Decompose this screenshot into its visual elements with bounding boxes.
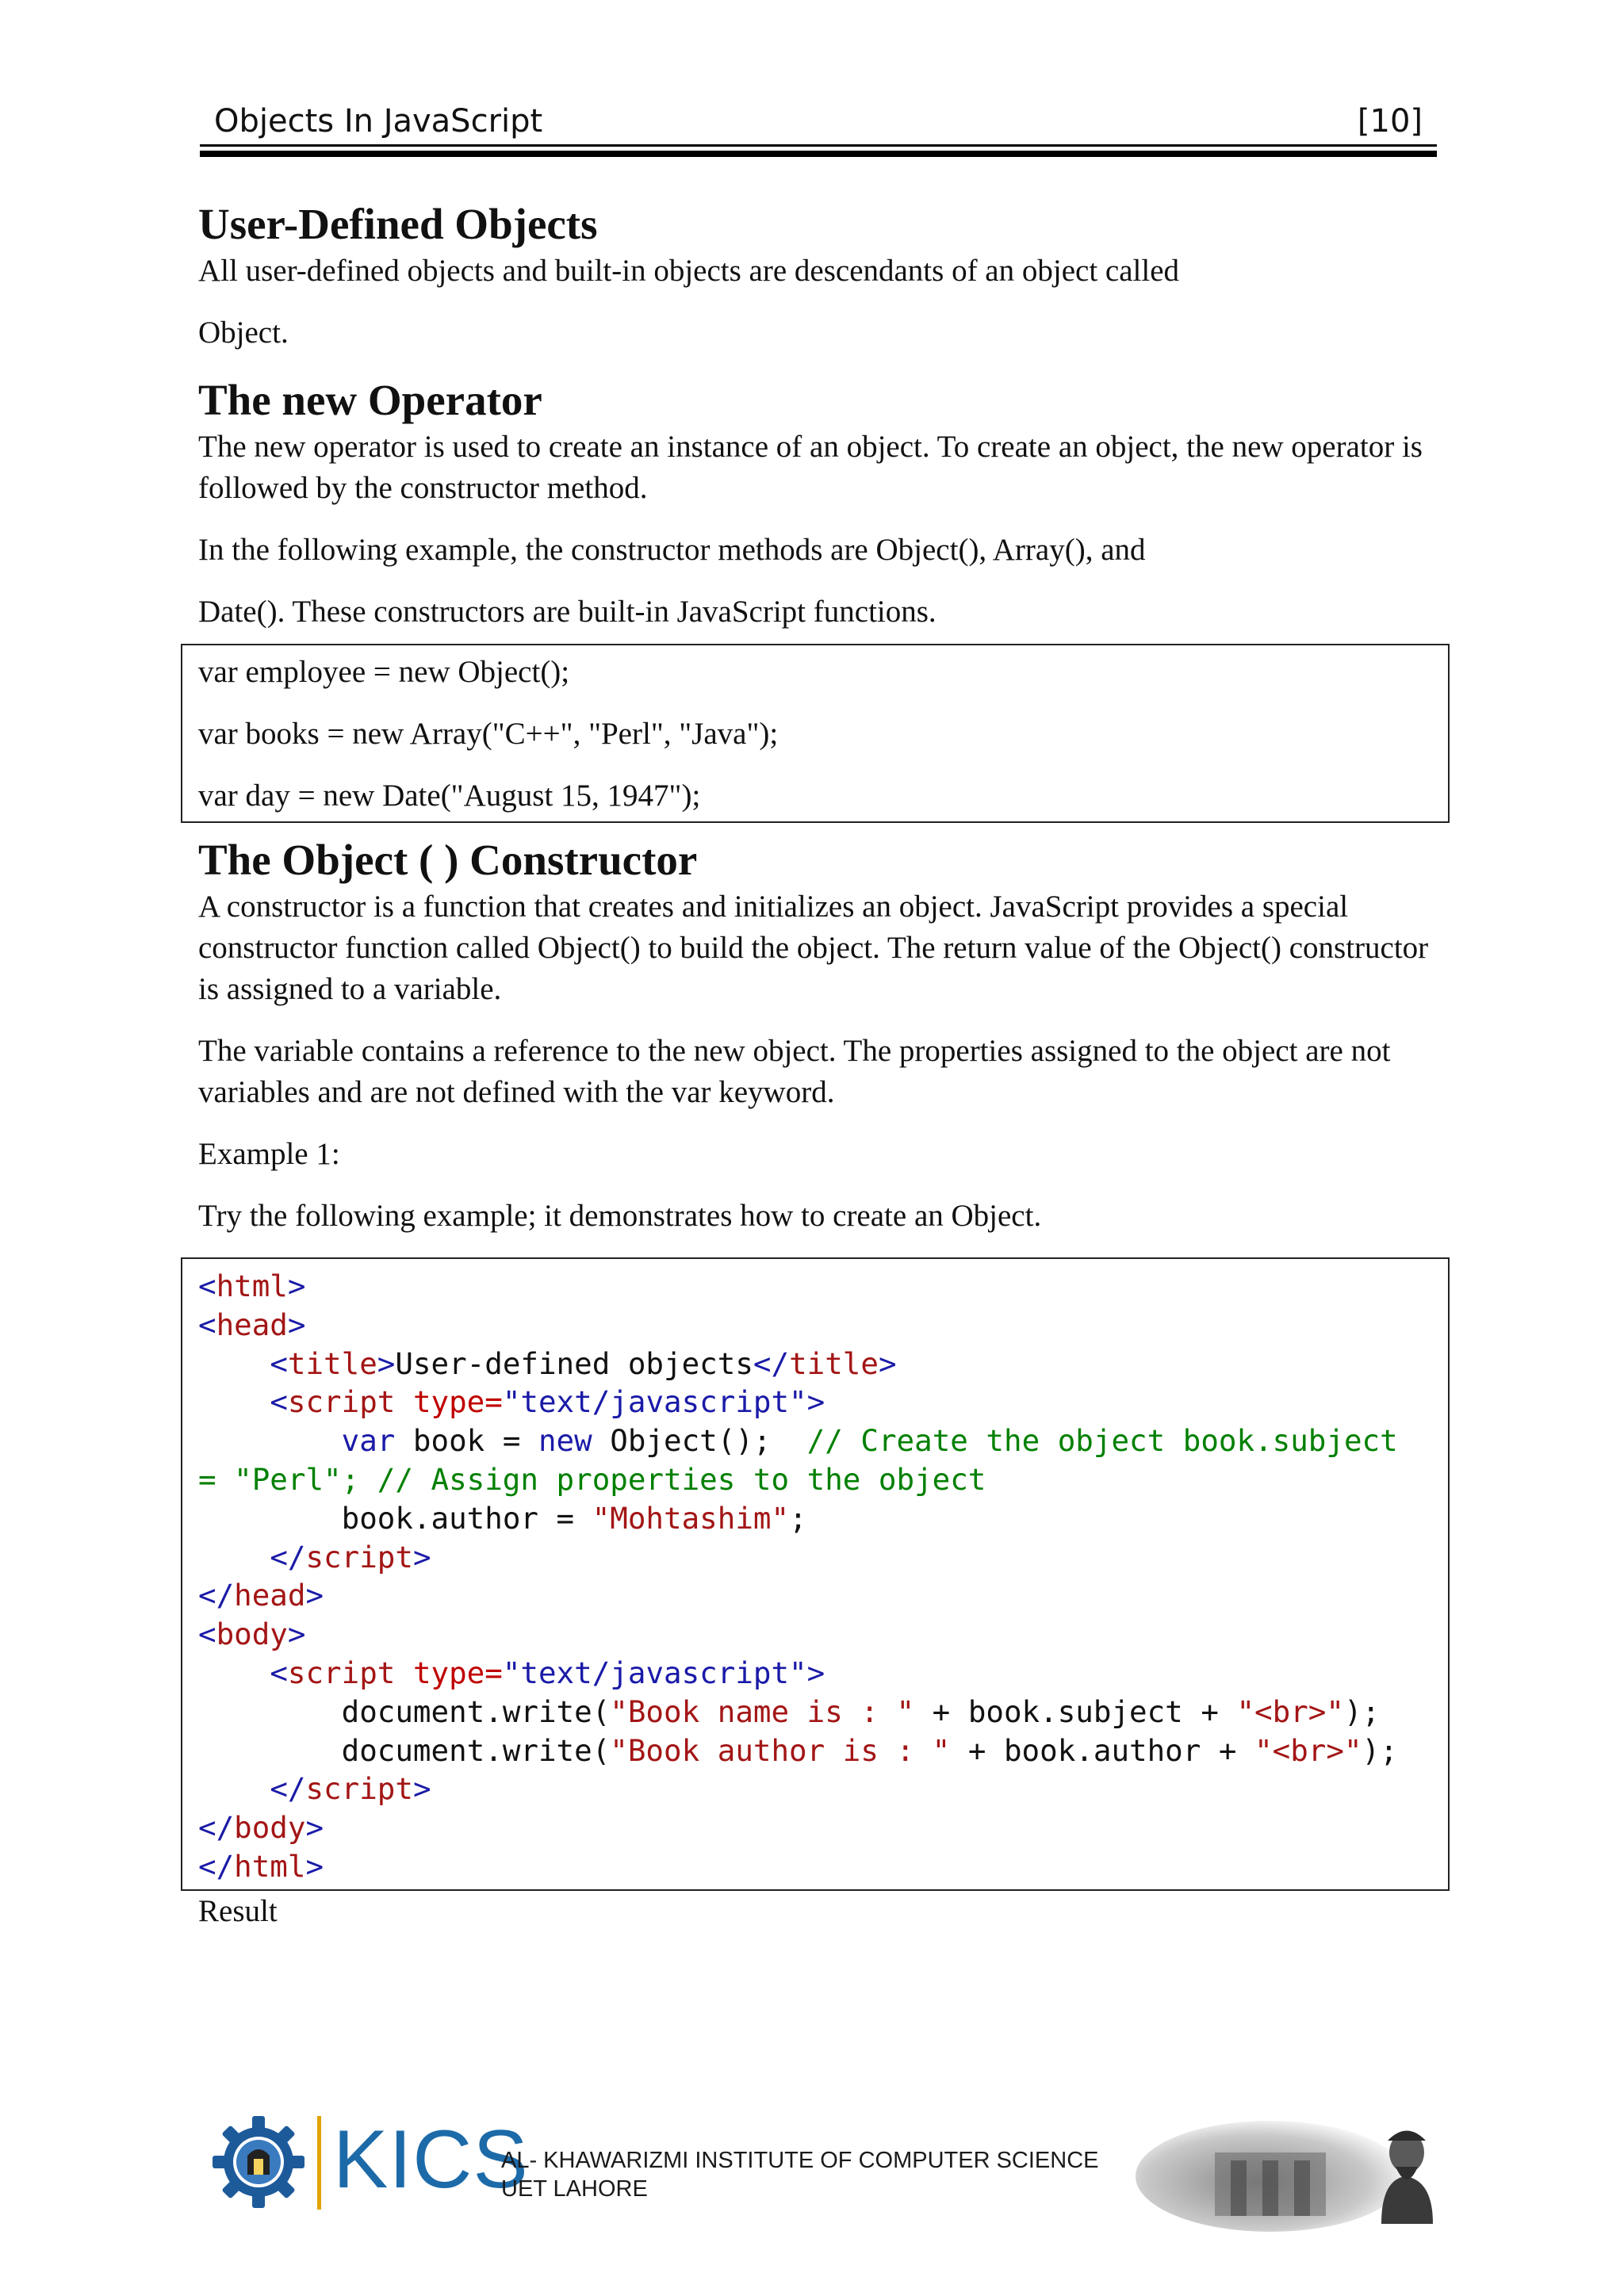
- paragraph: A constructor is a function that creates and initializes an object. JavaScript provides a special constructor function called Object() to build the object. The return value of the Object() constructor is assigned to a variable.: [198, 890, 1429, 1006]
- paragraph: All user-defined objects and built-in objects are descendants of an object called: [198, 254, 1180, 288]
- result-label: Result: [198, 1893, 278, 1928]
- paragraph: Example 1:: [198, 1137, 340, 1171]
- paragraph: Object.: [198, 316, 289, 350]
- code-line: var employee = new Object();: [198, 655, 570, 689]
- heading-user-defined-objects: User-Defined Objects: [198, 200, 598, 248]
- paragraph: In the following example, the constructor methods are Object(), Array(), and: [198, 533, 1146, 567]
- code-line: var books = new Array("C++", "Perl", "Java");: [198, 717, 779, 751]
- paragraph: Date(). These constructors are built-in JavaScript functions.: [198, 595, 936, 629]
- page-content: [198, 198, 1435, 1932]
- code-line: var day = new Date("August 15, 1947");: [198, 779, 701, 813]
- heading-new-operator: The new Operator: [198, 376, 542, 424]
- code-box-constructors: [181, 644, 1450, 823]
- header-rule-thick: [200, 151, 1437, 157]
- heading-object-constructor: The Object ( ) Constructor: [198, 836, 698, 884]
- paragraph: The new operator is used to create an instance of an object. To create an object, the new operator is followed by the constructor method.: [198, 430, 1423, 505]
- page-footer: [208, 2105, 1445, 2232]
- page-number: [10]: [1357, 103, 1423, 140]
- gear-logo-icon: [208, 2111, 309, 2213]
- footer-divider: [317, 2116, 321, 2210]
- kics-logo-text: KICS: [333, 2114, 529, 2206]
- institute-name: [501, 2146, 1099, 2203]
- institute-line-1: AL- KHAWARIZMI INSTITUTE OF COMPUTER SCIENCE: [501, 2148, 1099, 2173]
- page-header: [200, 97, 1437, 152]
- header-rule-thin: [200, 144, 1437, 147]
- institute-line-2: UET LAHORE: [501, 2176, 648, 2202]
- code-box-example: <html> <head> <title>User-defined objects</title> <script type="text/javascript"> var book = new Object(); // Create the object book.subject = "Perl"; // Assign properties to the object book.author = "Mohtashim"; </script> </head> <body> <script type="text/javascript"> document.write("Book name is : " + book.subject + "<br>"); document.write("Book author is : " + book.author + "<br>"); </script> </body> </html>: [181, 1257, 1450, 1891]
- building-and-portrait-image: [1120, 2105, 1453, 2232]
- paragraph: Try the following example; it demonstrates how to create an Object.: [198, 1199, 1042, 1233]
- paragraph: The variable contains a reference to the new object. The properties assigned to the object are not variables and are not defined with the var keyword.: [198, 1034, 1391, 1109]
- header-title: Objects In JavaScript: [214, 103, 543, 140]
